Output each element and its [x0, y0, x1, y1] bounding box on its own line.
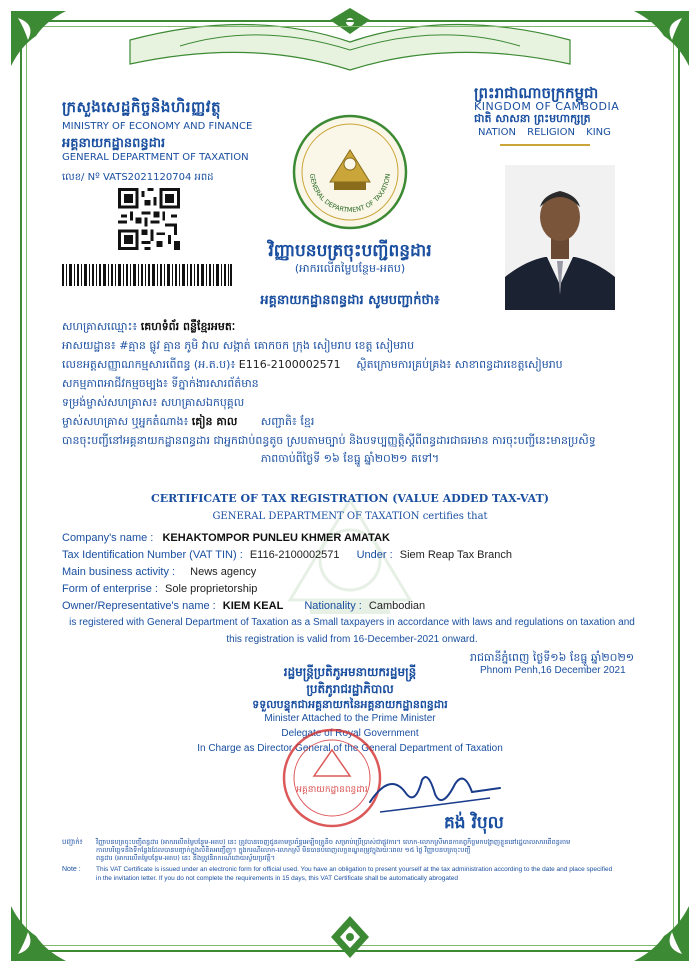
- company-name-label: Company's name :: [62, 532, 154, 544]
- department-name-en: GENERAL DEPARTMENT OF TAXATION: [62, 152, 249, 163]
- kh-paragraph-line-2: ភាពចាប់ពីថ្ងៃទី ១៦ ខែធ្នូ ឆ្នាំ២០២១ តទៅ។: [260, 452, 440, 465]
- under-label: Under :: [356, 549, 393, 561]
- certifies-subtitle-en: GENERAL DEPARTMENT OF TAXATION certifies that: [212, 511, 488, 522]
- registration-statement-line-1: is registered with General Department of Taxation as a Small taxpayers in accordance with laws and regulations on taxation and: [69, 617, 635, 628]
- kh-activity-row: [62, 377, 259, 393]
- motto-kh: ជាតិ សាសនា ព្រះមហាក្សត្រ: [474, 112, 591, 125]
- kh-paragraph-line-1: បានចុះបញ្ជីនៅអគ្គនាយកដ្ឋានពន្ធដារ ជាអ្នកជាប់ពន្ធតូច ស្របតាមច្បាប់ និងបទប្បញ្ញត្តិស្តីពីពន្ធដារជាធរមាន ការចុះបញ្ជីនេះមានប្រសិទ្ធ: [62, 434, 596, 447]
- motto-en: NATION RELIGION KING: [478, 127, 611, 138]
- under-value: Siem Reap Tax Branch: [399, 549, 513, 561]
- corner-ornament-top-left: [6, 6, 76, 76]
- kingdom-name-kh: ព្រះរាជាណាចក្រកម្ពុជា: [474, 84, 599, 102]
- kh-tin-label: លេខអត្តសញ្ញាណកម្មសារពើពន្ធ (អ.ត.ប)៖: [62, 358, 236, 371]
- kh-form-row: [62, 396, 244, 412]
- bottom-center-ornament: [325, 912, 375, 962]
- signatory-title-en-2: Delegate of Royal Government: [281, 728, 419, 739]
- corner-ornament-bottom-left: [6, 896, 76, 966]
- en-tin-row: [62, 549, 512, 561]
- motto-divider: [500, 144, 590, 146]
- stamp-text: អគ្គនាយកដ្ឋានពន្ធដារ: [296, 785, 368, 795]
- signatory-title-en-1: Minister Attached to the Prime Minister: [264, 713, 436, 724]
- activity-label: Main business activity :: [62, 566, 176, 578]
- nationality-label: Nationality :: [304, 600, 362, 612]
- kh-nationality-value: ខ្មែរ: [300, 415, 315, 428]
- owner-photo: [505, 165, 615, 310]
- kh-branch-label: ស្ថិតក្រោមការគ្រប់គ្រង៖: [356, 358, 452, 371]
- en-company-row: [62, 532, 390, 544]
- note-text-kh-1: វិញ្ញាបនបត្រចុះបញ្ជីពន្ធដារ (អាករលើតម្លៃបន្ថែម-អតប) នេះ ត្រូវបានចេញជូនតាមប្រព័ន្ធអេឡិចត្រូនិច សម្រាប់ប្រើប្រាស់ជាផ្លូវការ។ លោក-លោកស្រីមានកាតព្វកិច្ចមកបង្ហាញខ្លួននៅរដ្ឋបាលសារពើពន្ធតាម: [96, 838, 571, 846]
- corner-ornament-bottom-right: [624, 896, 694, 966]
- kh-owner-value: គៀន គាល: [191, 415, 238, 428]
- en-form-row: [62, 583, 257, 595]
- kh-form-value: សហគ្រាសឯកបុគ្គល: [160, 396, 245, 409]
- kh-form-label: ទម្រង់ម្ចាស់សហគ្រាស៖: [62, 396, 158, 409]
- company-name-value: KEHAKTOMPOR PUNLEU KHMER AMATAK: [162, 532, 390, 544]
- note-text-en-2: in the invitation letter. If you do not complete the requirements in 15 days, this VAT Certificate shall be automatically abrogated: [96, 875, 459, 882]
- kh-company-value: គេហទំព័រ ពន្លឺខ្មែរអមតៈ: [140, 320, 236, 333]
- issue-date-kh: រាជធានីភ្នំពេញ ថ្ងៃទី១៦ ខែធ្នូ ឆ្នាំ២០២១: [470, 651, 635, 664]
- kh-address-label: អាសយដ្ឋាន៖: [62, 339, 116, 352]
- kh-branch-value: សាខាពន្ធដារខេត្តសៀមរាប: [454, 358, 563, 371]
- kh-owner-label: ម្ចាស់សហគ្រាស ឬអ្នកតំណាង៖: [62, 415, 189, 428]
- certificate-title-kh: វិញ្ញាបនបត្រចុះបញ្ជីពន្ធដារ: [268, 241, 432, 261]
- kh-tin-value: E116-2100002571: [238, 358, 341, 371]
- tin-label: Tax Identification Number (VAT TIN) :: [62, 549, 243, 561]
- nationality-value: Cambodian: [368, 600, 426, 612]
- note-text-kh-3: ពន្ធដារ (អាករលើតម្លៃបន្ថែម-អតប) នេះ នឹងត្រូវនិរាករណ៍ដោយស្វ័យប្រវត្តិ។: [96, 854, 276, 862]
- reference-number: លេខ/ Nº VATS2021120704 អពដ: [62, 172, 214, 183]
- owner-label: Owner/Representative's name :: [62, 600, 216, 612]
- en-owner-row: [62, 600, 425, 612]
- kh-activity-value: ទីភ្នាក់ងារសារព័ត៌មាន: [171, 377, 259, 390]
- note-text-kh-2: កាលបរិច្ឆេទនិងទីកន្លែងដែលបានបញ្ជាក់ក្នុងលិខិតអញ្ជើញ។ ក្នុងករណីលោក-លោកស្រី មិនបានបំពេញលក្ខខណ្ឌតម្រូវក្នុងរយៈពេល ១៥ ថ្ងៃ វិញ្ញាបនបត្រចុះបញ្ជី: [96, 846, 471, 854]
- department-name-kh: អគ្គនាយកដ្ឋានពន្ធដារ: [62, 136, 166, 151]
- form-value: Sole proprietorship: [165, 583, 258, 595]
- kh-address-row: [62, 339, 414, 355]
- kh-owner-row: [62, 415, 314, 431]
- certificate-title-en: CERTIFICATE OF TAX REGISTRATION (VALUE ADDED TAX-VAT): [151, 492, 549, 505]
- signatory-title-kh-1: រដ្ឋមន្ត្រីប្រតិភូអមនាយករដ្ឋមន្ត្រី: [283, 665, 417, 679]
- certificate-subtitle-kh: (អាករលើតម្លៃបន្ថែម-អតប): [294, 262, 406, 275]
- form-label: Form of enterprise :: [62, 583, 158, 595]
- kingdom-name-en: KINGDOM OF CAMBODIA: [474, 100, 620, 113]
- note-label-en: Note :: [62, 866, 81, 873]
- taxation-seal: [290, 112, 410, 232]
- signatory-title-kh-2: ប្រតិភូរាជរដ្ឋាភិបាល: [306, 682, 394, 696]
- activity-value: News agency: [190, 566, 257, 578]
- certifies-heading-kh: អគ្គនាយកដ្ឋានពន្ធដារ សូមបញ្ជាក់ថា៖: [260, 293, 440, 308]
- issue-date-en: Phnom Penh,16 December 2021: [480, 665, 626, 676]
- registration-statement-line-2: this registration is valid from 16-December-2021 onward.: [226, 634, 478, 645]
- ministry-name-en: MINISTRY OF ECONOMY AND FINANCE: [62, 121, 253, 132]
- tin-value: E116-2100002571: [249, 549, 340, 561]
- kh-company-row: [62, 320, 235, 336]
- ministry-name-kh: ក្រសួងសេដ្ឋកិច្ចនិងហិរញ្ញវត្ថុ: [62, 98, 222, 116]
- kh-nationality-label: សញ្ជាតិ៖: [260, 415, 297, 428]
- note-text-en-1: This VAT Certificate is issued under an electronic form for official used. You have an obligation to present yourself at the tax administration according to the date and place specified: [96, 866, 613, 873]
- kh-company-label: សហគ្រាសឈ្មោះ៖: [62, 320, 138, 333]
- signatory-title-en-3: In Charge as Director General of the General Department of Taxation: [197, 743, 503, 754]
- signatory-title-kh-3: ទទួលបន្ទុកជាអគ្គនាយកនៃអគ្គនាយកដ្ឋានពន្ធដារ: [252, 698, 448, 711]
- signer-name-kh: គង់ វិបុល: [444, 813, 504, 833]
- en-activity-row: [62, 566, 256, 578]
- kh-address-value: #គ្មាន ផ្លូវ គ្មាន ភូមិ វាល សង្កាត់ គោកចក ក្រុង សៀមរាប ខេត្ត សៀមរាប: [119, 339, 415, 352]
- seal-text: GENERAL DEPARTMENT OF TAXATION: [307, 173, 393, 215]
- kh-activity-label: សកម្មភាពអាជីវកម្មចម្បង៖: [62, 377, 168, 390]
- note-label-kh: បញ្ជាក់៖: [62, 838, 83, 846]
- kh-tin-row: [62, 358, 563, 374]
- corner-ornament-top-right: [624, 6, 694, 76]
- owner-value: KIEM KEAL: [222, 600, 284, 612]
